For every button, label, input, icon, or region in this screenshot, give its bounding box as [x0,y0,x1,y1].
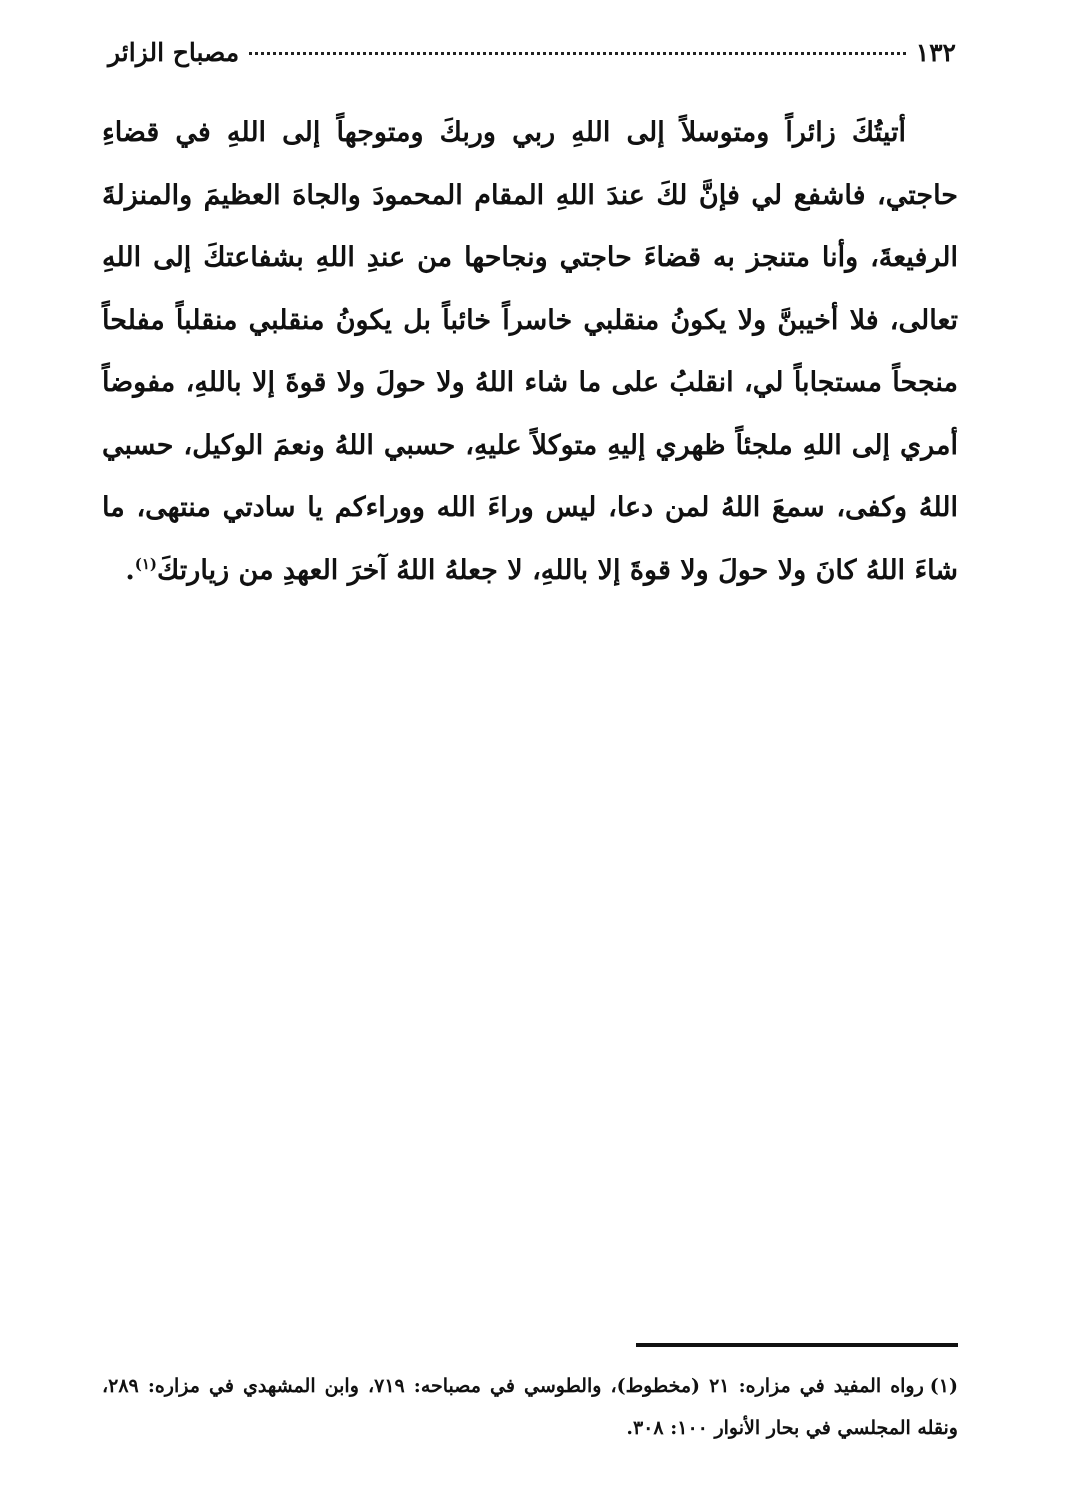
book-title: مصباح الزائر [108,38,240,67]
footnote-marker: (١) [929,1375,958,1397]
end-punctuation: . [125,554,135,586]
footnotes [102,1365,958,1449]
footnote-separator [636,1343,958,1347]
running-header [108,38,956,78]
footnote-reference[interactable]: (١) [134,554,158,573]
footnote-text: رواه المفيد في مزاره: ٢١ (مخطوط)، والطوسي في مصباحه: ٧١٩، وابن المشهدي في مزاره: ٢٨٩، ونقله المجلسي في بحار الأنوار ١٠٠: ٣٠٨. [102,1375,958,1439]
dot-leader [249,52,906,55]
footnote-item [102,1365,958,1449]
body-paragraph-text: أتيتُكَ زائراً ومتوسلاً إلى اللهِ ربي وربكَ ومتوجهاً إلى اللهِ في قضاءِ حاجتي، فاشفع لي فإنَّ لكَ عندَ اللهِ المقام المحمودَ والجاهَ العظيمَ والمنزلةَ الرفيعةَ، وأنا متنجز به قضاءَ حاجتي ونجاحها من عندِ اللهِ بشفاعتكَ إلى اللهِ تعالى، فلا أخيبنَّ ولا يكونُ منقلبي خاسراً خائباً بل يكونُ منقلبي منقلباً مفلحاً منجحاً مستجاباً لي، انقلبُ على ما شاء اللهُ ولا حولَ ولا قوةَ إلا باللهِ، مفوضاً أمري إلى اللهِ ملجئاً ظهري إليهِ متوكلاً عليهِ، حسبي اللهُ ونعمَ الوكيل، حسبي اللهُ وكفى، سمعَ اللهُ لمن دعا، ليس وراءَ الله ووراءكم يا سادتي منتهى، ما شاءَ اللهُ كانَ ولا حولَ ولا قوةَ إلا باللهِ، لا جعلهُ اللهُ آخرَ العهدِ من زيارتكَ [102,117,958,586]
main-text [102,102,958,602]
body-paragraph [102,102,958,602]
page-number: ١٣٢ [915,38,956,67]
